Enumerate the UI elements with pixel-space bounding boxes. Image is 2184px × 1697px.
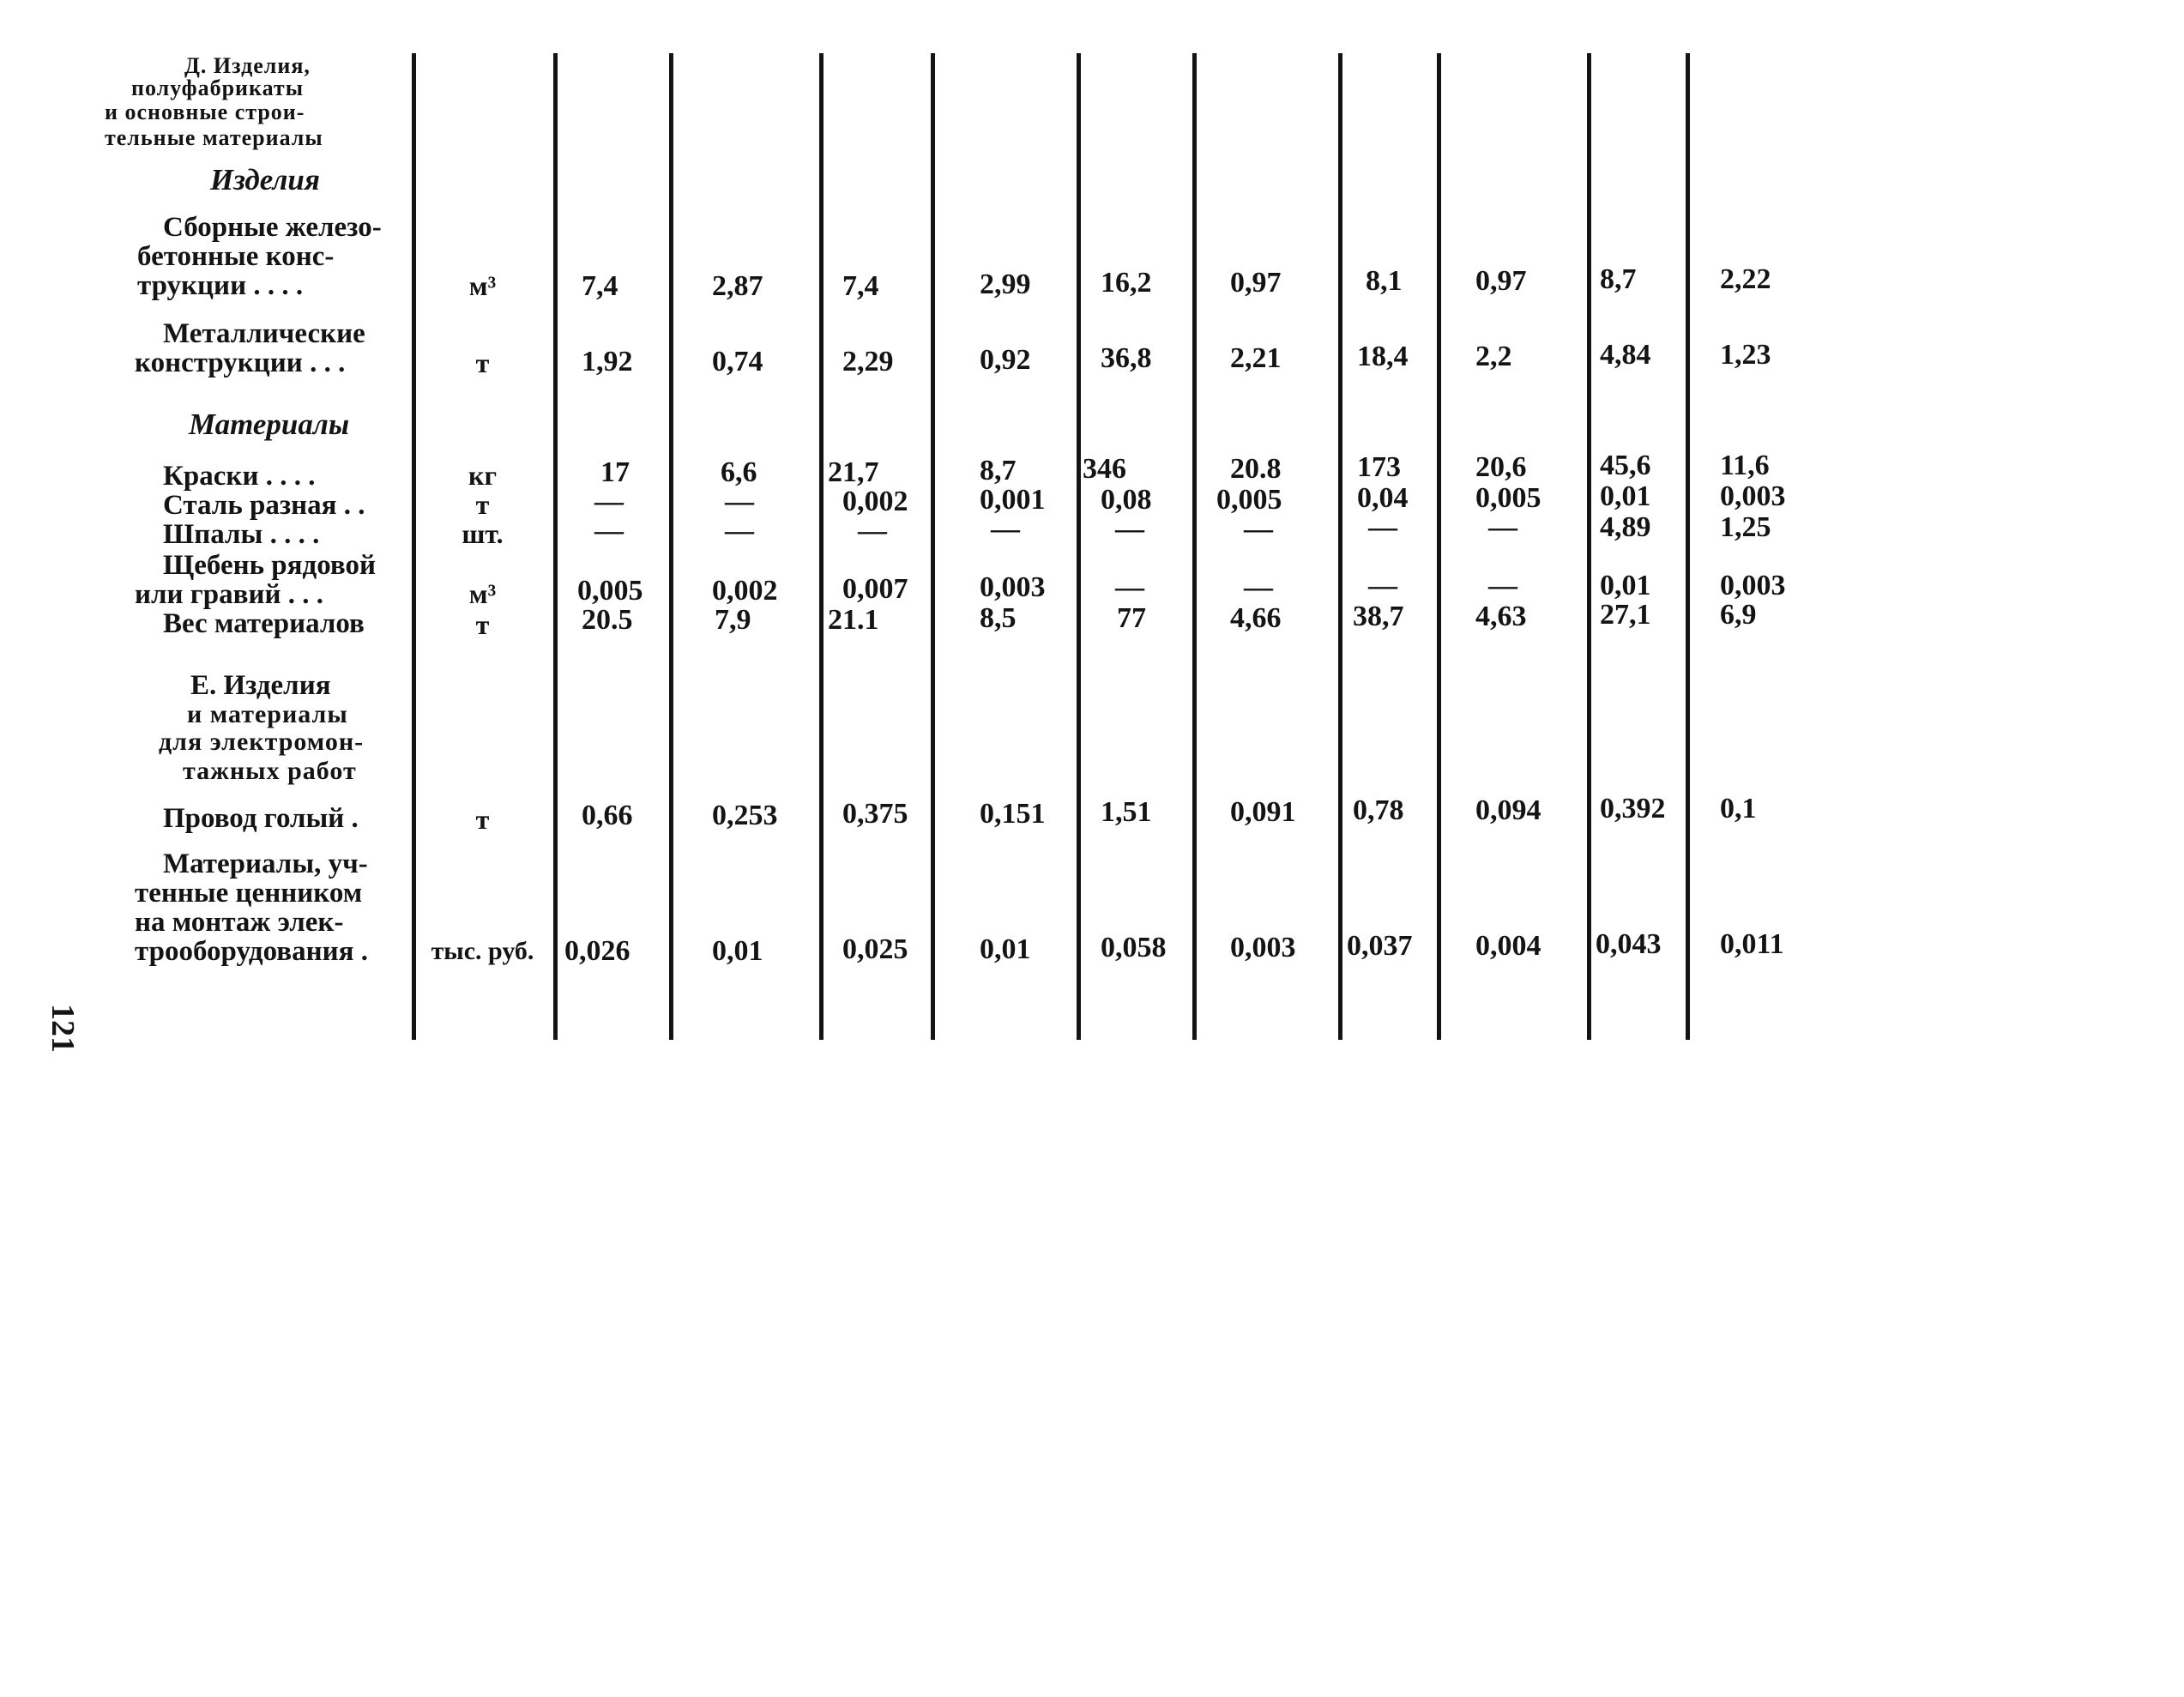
cell-value: 0,01 (1600, 570, 1651, 601)
cell-value: 0,003 (1720, 570, 1786, 601)
cell-value: 21,7 (828, 456, 879, 488)
cell-value: 0,007 (842, 573, 908, 605)
cell-value: 4,63 (1475, 601, 1527, 632)
cell-value: 0,002 (842, 486, 908, 517)
row-label: Шпалы . . . . (163, 519, 320, 550)
cell-value: 0,005 (1216, 484, 1282, 516)
row-label: Металлические (163, 318, 365, 349)
cell-value: 4,66 (1230, 602, 1282, 634)
document-page: 121 Д. Изделия, полуфабрикаты и основные строи- тельные материалы Изделия Сборные железо- бетонные конс- трукции . . . . м³ 7,4 2,87 7,4 2,99 16,2 0,97 8,1 0,97 8,7 2,22 Металлические конструкции . . . т 1,92 0,74 2,29 0,92 36,8 2,21 18,4 2,2 4,84 1,23 Материалы Краски . . . . кг 17 6,6 21,7 8,7 346 20.8 173 20,6 45,6 11,6 Сталь разная . . т — — 0,002 0,001 0,08 0,005 0,04 0,005 0,01 0,003 Шпалы . . . . шт. — — — — — — — — 4,89 1,25 Щебень рядовой или гравий . . . м³ 0,005 0,002 0,007 0,003 — — — — 0,01 0,003 Вес материалов т 20.5 7,9 21.1 8,5 77 4,66 38,7 4,63 27,1 6,9 Е. Изделия и материалы для электромон- тажных работ Провод голый . т 0,66 0,253 0,375 0,151 1,51 0,091 0,78 0,094 0,392 0,1 Материалы, уч- тенные ценником на монтаж элек- трооборудования . тыс. руб. 0,026 0,01 0,025 0,01 0,058 0,003 0,037 0,004 0,043 0,011 (45, 53, 1786, 1053)
row-unit: т (475, 804, 490, 835)
column-rule (1686, 53, 1690, 1040)
cell-value: 6,6 (721, 456, 757, 488)
cell-value: 45,6 (1600, 450, 1651, 481)
cell-value: 27,1 (1600, 599, 1651, 631)
cell-value: 0,1 (1720, 793, 1757, 824)
row-unit: т (475, 347, 490, 378)
cell-value: 0,002 (712, 575, 778, 607)
row-label: Материалы, уч- (163, 848, 368, 879)
column-rule (669, 53, 673, 1040)
cell-value: 0,392 (1600, 793, 1666, 824)
cell-value: 2,21 (1230, 342, 1282, 374)
cell-value: — (1488, 570, 1517, 601)
cell-value: — (1244, 513, 1273, 545)
section-izdeliya: Изделия (210, 163, 320, 196)
cell-value: 0,091 (1230, 796, 1296, 828)
section-materialy: Материалы (189, 408, 350, 441)
cell-value: 8,7 (1600, 263, 1637, 295)
cell-value: 0,037 (1347, 930, 1413, 962)
cell-value: 1,25 (1720, 511, 1771, 543)
cell-value: 0,005 (577, 575, 643, 607)
cell-value: 0,026 (564, 935, 630, 967)
cell-value: — (858, 515, 887, 547)
cell-value: 2,2 (1475, 341, 1512, 372)
cell-value: 173 (1357, 451, 1401, 483)
row-label: Краски . . . . (163, 461, 316, 492)
cell-value: 8,5 (980, 602, 1017, 634)
cell-value: 0,025 (842, 933, 908, 965)
column-rule (819, 53, 824, 1040)
cell-value: 6,9 (1720, 599, 1757, 631)
cell-value: 0,011 (1720, 928, 1784, 960)
cell-value: 8,1 (1366, 265, 1403, 297)
cell-value: 0,97 (1230, 267, 1282, 299)
cell-value: 0,92 (980, 344, 1031, 376)
cell-value: — (1244, 571, 1273, 603)
column-rule (1192, 53, 1197, 1040)
row-label: Щебень рядовой (163, 550, 376, 581)
cell-value: 0,058 (1101, 932, 1167, 963)
row-label: конструкции . . . (135, 347, 346, 378)
cell-value: 0,004 (1475, 930, 1541, 962)
row-label: Сталь разная . . (163, 490, 365, 521)
row-label: трукции . . . . (137, 270, 304, 301)
column-rule (931, 53, 935, 1040)
cell-value: 20.8 (1230, 453, 1282, 485)
row-unit: т (475, 489, 490, 520)
cell-value: — (1368, 511, 1397, 543)
cell-value: 2,99 (980, 269, 1031, 300)
cell-value: 17 (600, 456, 630, 488)
cell-value: — (1368, 570, 1397, 601)
cell-value: 77 (1117, 602, 1146, 634)
cell-value: 1,92 (582, 346, 633, 377)
column-rule (1587, 53, 1591, 1040)
cell-value: 7,9 (715, 604, 751, 636)
cell-value: 0,094 (1475, 794, 1541, 826)
cell-value: 346 (1083, 453, 1126, 485)
cell-value: 0,97 (1475, 265, 1527, 297)
cell-value: 1,51 (1101, 796, 1152, 828)
cell-value: 2,22 (1720, 263, 1771, 295)
row-unit: кг (468, 460, 497, 491)
cell-value: 0,151 (980, 798, 1046, 830)
row-label: трооборудования . (135, 936, 368, 967)
row-label: Провод голый . (163, 803, 359, 834)
cell-value: 7,4 (842, 270, 879, 302)
cell-value: 0,003 (980, 571, 1046, 603)
cell-value: 0,01 (980, 933, 1031, 965)
cell-value: — (594, 515, 624, 547)
column-rule (1437, 53, 1441, 1040)
cell-value: — (725, 486, 754, 517)
cell-value: 0,003 (1230, 932, 1296, 963)
row-unit: шт. (462, 518, 504, 549)
row-label: на монтаж элек- (135, 907, 344, 938)
row-unit: м³ (468, 270, 497, 301)
cell-value: 1,23 (1720, 339, 1771, 371)
row-label: Вес материалов (163, 608, 365, 639)
cell-value: 0,253 (712, 800, 778, 831)
cell-value: 8,7 (980, 455, 1017, 486)
cell-value: — (1115, 513, 1144, 545)
cell-value: 0,043 (1596, 928, 1662, 960)
page-number: 121 (45, 1004, 81, 1053)
cell-value: 20,6 (1475, 451, 1527, 483)
cell-value: 11,6 (1720, 450, 1770, 481)
column-rule (553, 53, 558, 1040)
cell-value: 21.1 (828, 604, 879, 636)
cell-value: — (991, 513, 1020, 545)
row-label: Сборные железо- (163, 212, 382, 243)
cell-value: 0,01 (712, 935, 763, 967)
cell-value: 4,89 (1600, 511, 1651, 543)
cell-value: 0,003 (1720, 480, 1786, 512)
cell-value: 0,375 (842, 798, 908, 830)
row-unit: тыс. руб. (431, 937, 534, 965)
cell-value: 0,66 (582, 800, 633, 831)
cell-value: 0,04 (1357, 482, 1409, 514)
cell-value: 0,005 (1475, 482, 1541, 514)
cell-value: — (725, 515, 754, 547)
cell-value: 16,2 (1101, 267, 1152, 299)
cell-value: 0,78 (1353, 794, 1404, 826)
cell-value: — (1488, 511, 1517, 543)
row-unit: м³ (468, 578, 497, 609)
cell-value: 38,7 (1353, 601, 1404, 632)
row-label: или гравий . . . (135, 579, 323, 610)
column-rule (1338, 53, 1342, 1040)
column-rule (1077, 53, 1081, 1040)
row-label: тенные ценником (135, 878, 363, 909)
cell-value: 20.5 (582, 604, 633, 636)
cell-value: 0,01 (1600, 480, 1651, 512)
cell-value: 7,4 (582, 270, 618, 302)
cell-value: 4,84 (1600, 339, 1651, 371)
cell-value: — (1115, 571, 1144, 603)
cell-value: — (594, 486, 624, 517)
cell-value: 0,08 (1101, 484, 1152, 516)
cell-value: 2,87 (712, 270, 763, 302)
cell-value: 0,001 (980, 484, 1046, 516)
row-label: бетонные конс- (137, 241, 335, 272)
cell-value: 2,29 (842, 346, 894, 377)
cell-value: 36,8 (1101, 342, 1152, 374)
row-unit: т (475, 609, 490, 640)
cell-value: 18,4 (1357, 341, 1409, 372)
cell-value: 0,74 (712, 346, 763, 377)
